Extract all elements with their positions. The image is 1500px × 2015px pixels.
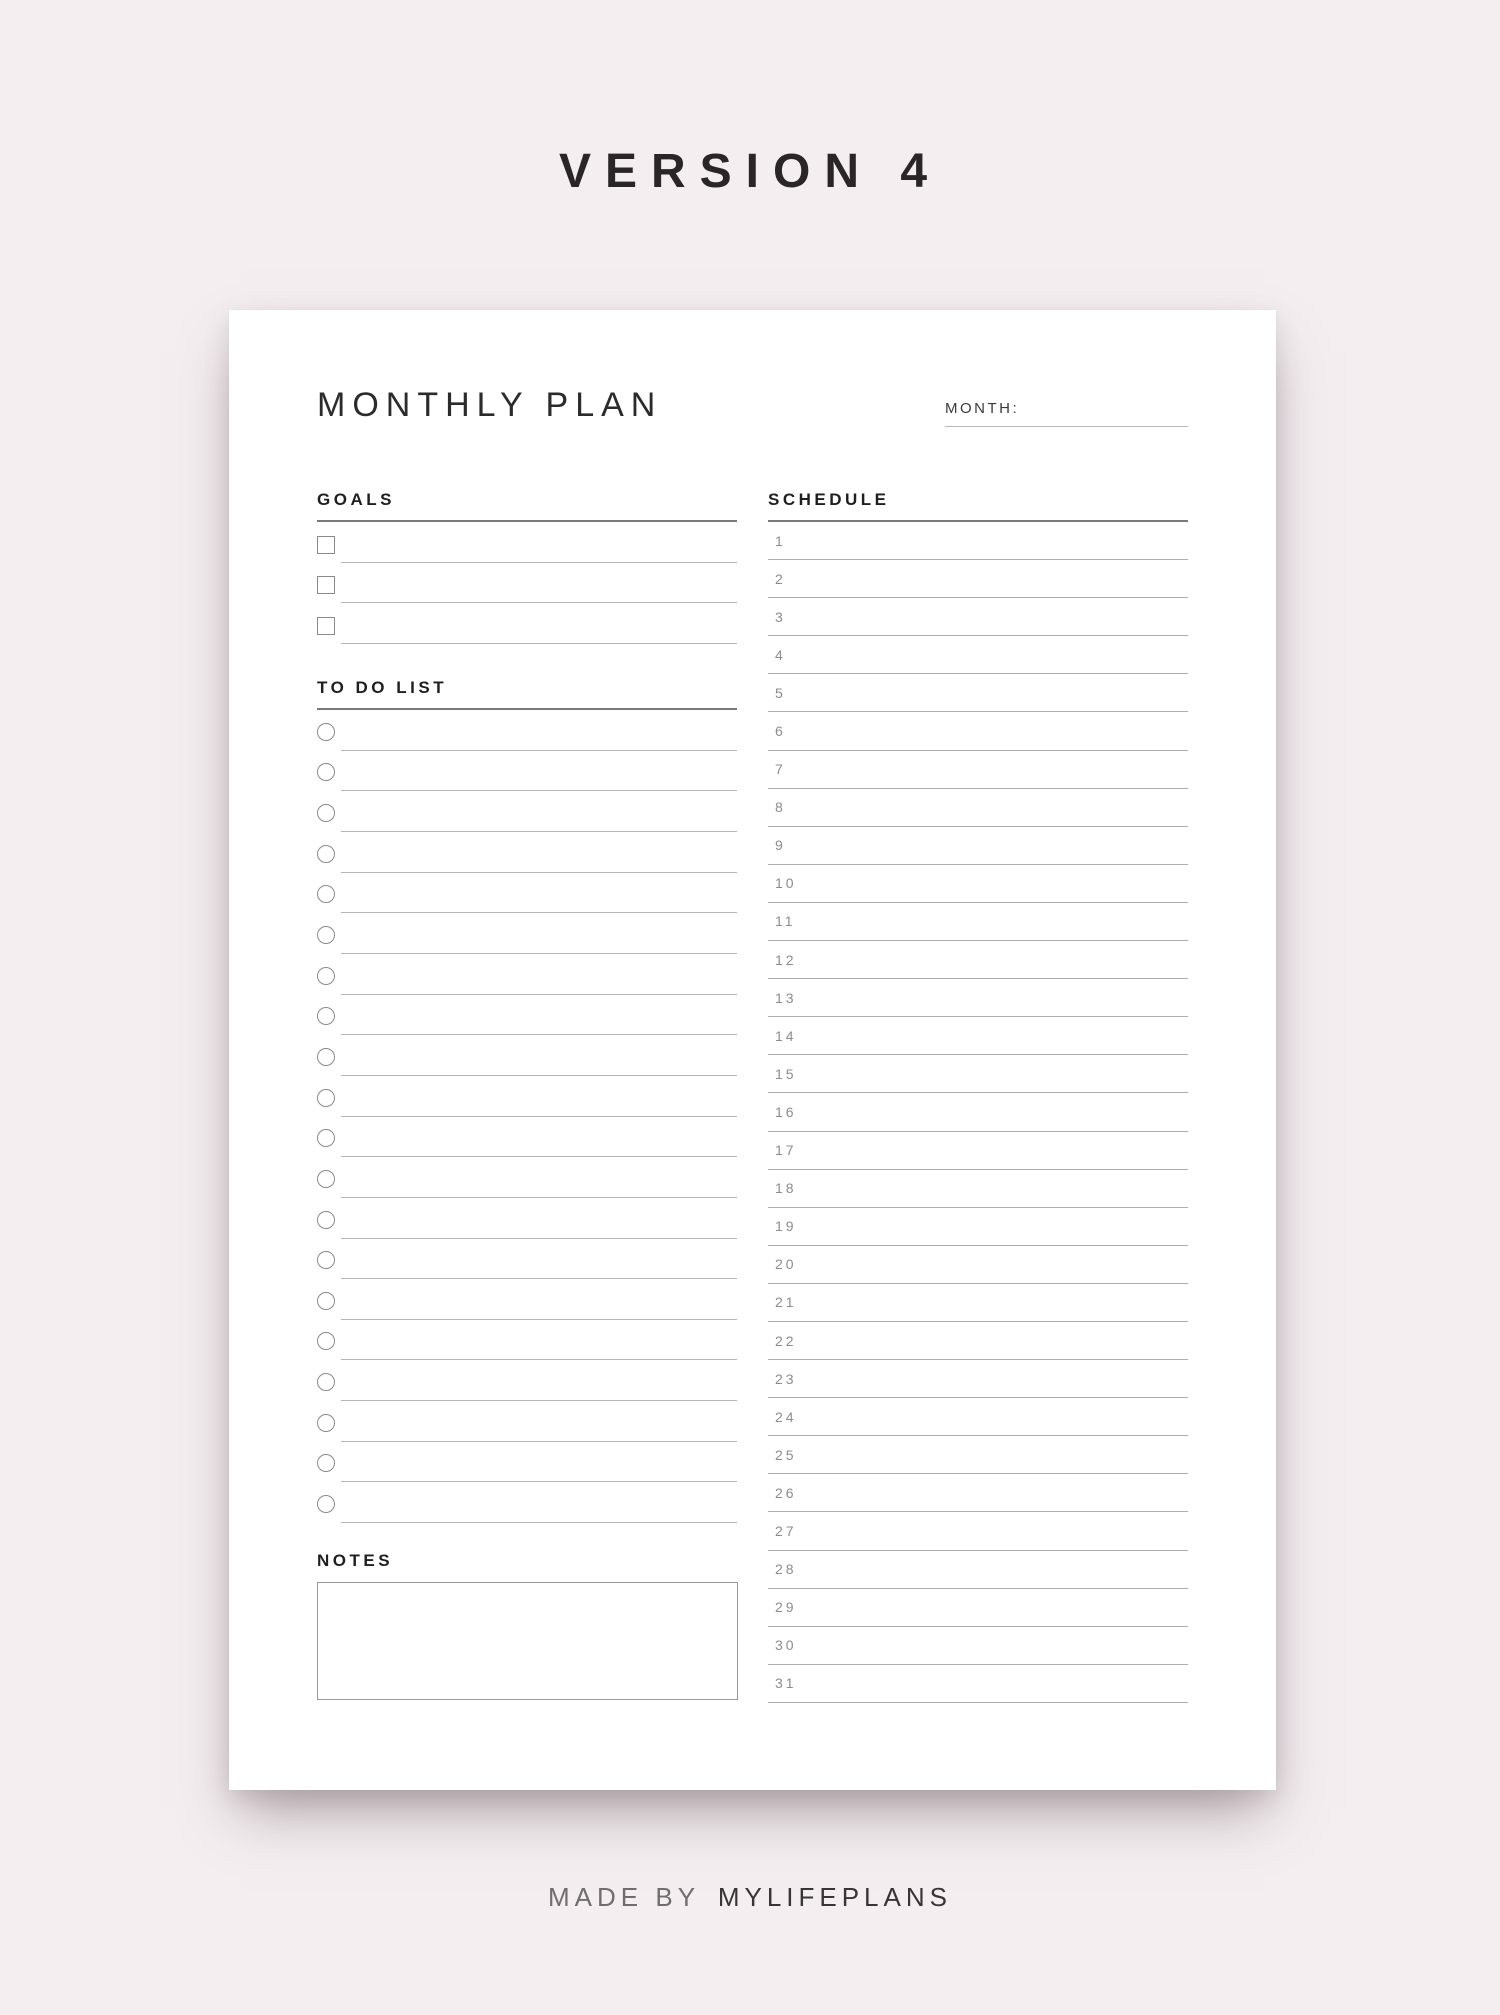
todo-row (317, 1360, 737, 1401)
schedule-row[interactable] (768, 1589, 1188, 1627)
schedule-day-number: 6 (775, 723, 786, 740)
schedule-row[interactable] (768, 789, 1188, 827)
schedule-day-number: 31 (775, 1675, 797, 1692)
notes-box[interactable] (317, 1582, 738, 1700)
schedule-day-number: 15 (775, 1065, 797, 1082)
schedule-day-number: 16 (775, 1103, 797, 1120)
schedule-row[interactable] (768, 1246, 1188, 1284)
schedule-rows (768, 522, 1188, 1703)
todo-circle-bullet[interactable] (317, 1007, 335, 1025)
schedule-day-number: 10 (775, 875, 797, 892)
page-title: MONTHLY PLAN (317, 386, 663, 424)
schedule-day-number: 21 (775, 1294, 797, 1311)
schedule-row[interactable] (768, 1436, 1188, 1474)
schedule-row[interactable] (768, 941, 1188, 979)
schedule-day-number: 3 (775, 608, 786, 625)
todo-circle-bullet[interactable] (317, 1170, 335, 1188)
todo-row (317, 751, 737, 792)
todo-row (317, 1157, 737, 1198)
schedule-day-number: 27 (775, 1522, 797, 1539)
todo-circle-bullet[interactable] (317, 1454, 335, 1472)
schedule-day-number: 24 (775, 1408, 797, 1425)
schedule-day-number: 4 (775, 646, 786, 663)
todo-row (317, 832, 737, 873)
todo-row (317, 1482, 737, 1523)
schedule-row[interactable] (768, 903, 1188, 941)
month-label: MONTH: (945, 400, 1020, 417)
todo-circle-bullet[interactable] (317, 845, 335, 863)
todo-row (317, 1198, 737, 1239)
schedule-row[interactable] (768, 1512, 1188, 1550)
footer-brand: MYLIFEPLANS (717, 1882, 952, 1912)
left-column (317, 486, 737, 1700)
schedule-day-number: 12 (775, 951, 797, 968)
schedule-day-number: 22 (775, 1332, 797, 1349)
schedule-day-number: 13 (775, 989, 797, 1006)
todo-row (317, 1076, 737, 1117)
goal-row (317, 603, 737, 644)
schedule-row[interactable] (768, 1017, 1188, 1055)
todo-circle-bullet[interactable] (317, 763, 335, 781)
todo-circle-bullet[interactable] (317, 723, 335, 741)
version-banner-title: VERSION 4 (558, 145, 942, 198)
todo-circle-bullet[interactable] (317, 1292, 335, 1310)
todo-row (317, 995, 737, 1036)
schedule-row[interactable] (768, 827, 1188, 865)
todo-circle-bullet[interactable] (317, 1089, 335, 1107)
schedule-day-number: 11 (775, 913, 796, 930)
goal-checkbox[interactable] (317, 576, 335, 594)
right-column (768, 486, 1188, 1703)
goal-checkbox[interactable] (317, 536, 335, 554)
todo-row (317, 791, 737, 832)
todo-row (317, 873, 737, 914)
schedule-row[interactable] (768, 1665, 1188, 1703)
schedule-day-number: 17 (775, 1142, 797, 1159)
schedule-row[interactable] (768, 1627, 1188, 1665)
schedule-row[interactable] (768, 712, 1188, 750)
todo-row (317, 1401, 737, 1442)
schedule-row[interactable] (768, 979, 1188, 1017)
month-field[interactable] (945, 400, 1188, 427)
schedule-row[interactable] (768, 1322, 1188, 1360)
schedule-day-number: 19 (775, 1218, 797, 1235)
schedule-row[interactable] (768, 1284, 1188, 1322)
todo-circle-bullet[interactable] (317, 1211, 335, 1229)
goal-line[interactable] (341, 643, 737, 644)
notes-heading: NOTES (317, 1551, 394, 1571)
schedule-day-number: 23 (775, 1370, 797, 1387)
schedule-row[interactable] (768, 1474, 1188, 1512)
schedule-day-number: 5 (775, 684, 786, 701)
todo-row (317, 1035, 737, 1076)
schedule-day-number: 28 (775, 1561, 797, 1578)
schedule-day-number: 1 (775, 532, 786, 549)
goal-row (317, 563, 737, 604)
schedule-row[interactable] (768, 1055, 1188, 1093)
todo-row (317, 954, 737, 995)
todo-circle-bullet[interactable] (317, 967, 335, 985)
todo-row (317, 1117, 737, 1158)
todo-circle-bullet[interactable] (317, 885, 335, 903)
schedule-day-number: 20 (775, 1256, 797, 1273)
todo-circle-bullet[interactable] (317, 1048, 335, 1066)
todo-circle-bullet[interactable] (317, 1251, 335, 1269)
footer (0, 1884, 1500, 1910)
schedule-day-number: 18 (775, 1180, 797, 1197)
goal-row (317, 522, 737, 563)
todo-heading: TO DO LIST (317, 674, 737, 710)
schedule-row[interactable] (768, 1398, 1188, 1436)
schedule-day-number: 30 (775, 1637, 797, 1654)
schedule-day-number: 8 (775, 799, 786, 816)
schedule-row[interactable] (768, 1093, 1188, 1131)
todo-row (317, 1320, 737, 1361)
todo-row (317, 1279, 737, 1320)
schedule-day-number: 7 (775, 761, 786, 778)
goals-heading: GOALS (317, 486, 737, 522)
schedule-day-number: 9 (775, 837, 786, 854)
schedule-row[interactable] (768, 598, 1188, 636)
todo-circle-bullet[interactable] (317, 1373, 335, 1391)
todo-circle-bullet[interactable] (317, 1495, 335, 1513)
schedule-row[interactable] (768, 751, 1188, 789)
footer-made-by: MADE BY (548, 1882, 700, 1912)
schedule-heading: SCHEDULE (768, 486, 1188, 522)
schedule-row[interactable] (768, 1170, 1188, 1208)
schedule-row[interactable] (768, 1132, 1188, 1170)
goal-checkbox[interactable] (317, 617, 335, 635)
schedule-day-number: 2 (775, 570, 786, 587)
todo-row (317, 1442, 737, 1483)
schedule-row[interactable] (768, 865, 1188, 903)
schedule-day-number: 14 (775, 1027, 797, 1044)
schedule-day-number: 25 (775, 1446, 797, 1463)
goals-rows (317, 522, 737, 644)
schedule-row[interactable] (768, 560, 1188, 598)
todo-line[interactable] (341, 1522, 737, 1523)
planner-page (229, 310, 1276, 1790)
todo-row (317, 1239, 737, 1280)
schedule-day-number: 26 (775, 1484, 797, 1501)
todo-circle-bullet[interactable] (317, 1332, 335, 1350)
schedule-row[interactable] (768, 636, 1188, 674)
schedule-row[interactable] (768, 1208, 1188, 1246)
schedule-row[interactable] (768, 1551, 1188, 1589)
schedule-row[interactable] (768, 522, 1188, 560)
todo-row (317, 710, 737, 751)
todo-circle-bullet[interactable] (317, 926, 335, 944)
schedule-day-number: 29 (775, 1599, 797, 1616)
todo-circle-bullet[interactable] (317, 1129, 335, 1147)
todo-circle-bullet[interactable] (317, 1414, 335, 1432)
todo-circle-bullet[interactable] (317, 804, 335, 822)
todo-rows (317, 710, 737, 1523)
todo-row (317, 913, 737, 954)
schedule-row[interactable] (768, 674, 1188, 712)
schedule-row[interactable] (768, 1360, 1188, 1398)
